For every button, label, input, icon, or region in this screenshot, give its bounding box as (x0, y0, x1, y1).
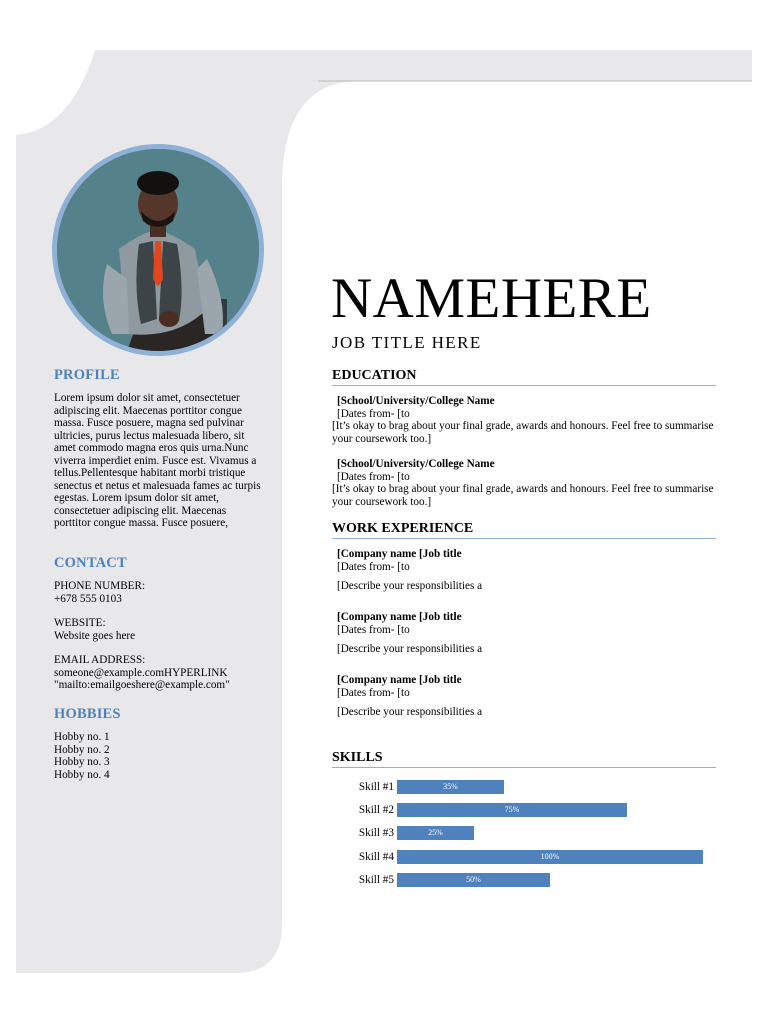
profile-heading: PROFILE (54, 367, 120, 383)
work-description: [Describe your responsibilities a (337, 706, 483, 719)
website-label: WEBSITE: (54, 617, 106, 629)
company-job-title: [Company name [Job title (337, 674, 462, 686)
job-title: JOB TITLE HERE (332, 333, 482, 352)
work-dates: [Dates from- [to (337, 560, 410, 573)
work-dates: [Dates from- [to (337, 623, 410, 636)
work-description: [Describe your responsibilities a (337, 643, 483, 656)
hobby-item: Hobby no. 2 (54, 743, 110, 756)
work-entry (332, 548, 716, 593)
profile-text: Lorem ipsum dolor sit amet, consectetuer adipiscing elit. Maecenas porttitor congue massa. Fusce posuere, magna sed pulvinar ultricies, purus lectus malesuada libero, sit amet commodo magna eros quis urna.Nunc viverra imperdiet enim. Fusce est. Vivamus a tellus.Pellentesque habitant morbi tristique senectus et netus et malesuada fames ac turpis egestas. Lorem ipsum dolor sit amet, consectetuer adipiscing elit. Maecenas porttitor congue massa. Fusce posuere, (54, 392, 261, 529)
skill-label: Skill #2 (358, 804, 394, 816)
hobby-item: Hobby no. 4 (54, 768, 110, 781)
work-dates: [Dates from- [to (337, 686, 410, 699)
skill-bar: 35% (397, 780, 504, 794)
email-link[interactable]: "mailto:emailgoeshere@example.com" (54, 679, 230, 691)
education-entry (332, 458, 716, 508)
contact-block (54, 580, 274, 692)
company-job-title: [Company name [Job title (337, 611, 462, 623)
email-value[interactable]: someone@example.comHYPERLINK (54, 666, 228, 679)
education-dates: [Dates from- [to (337, 470, 410, 483)
education-dates: [Dates from- [to (337, 407, 410, 420)
person-photo (57, 149, 259, 351)
phone-number: +678 555 0103 (54, 592, 122, 605)
profile-photo-frame (52, 144, 264, 356)
education-description: [It’s okay to brag about your final grade, awards and honours. Feel free to summarise your coursework too.] (332, 483, 714, 508)
education-entry (332, 395, 716, 445)
skill-label: Skill #1 (358, 781, 394, 793)
education-description: [It’s okay to brag about your final grade, awards and honours. Feel free to summarise your coursework too.] (332, 420, 714, 445)
skills-heading: SKILLS (332, 750, 716, 768)
skill-bar: 75% (397, 803, 627, 817)
skill-bar: 100% (397, 850, 703, 864)
school-name: [School/University/College Name (337, 395, 495, 407)
phone-label: PHONE NUMBER: (54, 580, 146, 592)
skill-bar: 25% (397, 826, 474, 840)
work-entry (332, 611, 716, 656)
hobbies-list (54, 731, 274, 781)
person-name: NAMEHERE (331, 267, 652, 330)
contact-heading: CONTACT (54, 555, 127, 571)
email-label: EMAIL ADDRESS: (54, 654, 146, 666)
hobby-item: Hobby no. 3 (54, 756, 110, 768)
skill-bar: 50% (397, 873, 550, 887)
website-value: Website goes here (54, 629, 136, 642)
education-heading: EDUCATION (332, 368, 716, 386)
hobby-item: Hobby no. 1 (54, 731, 110, 743)
skill-label: Skill #4 (358, 851, 394, 863)
work-experience-heading: WORK EXPERIENCE (332, 521, 716, 539)
company-job-title: [Company name [Job title (337, 548, 462, 560)
school-name: [School/University/College Name (337, 458, 495, 470)
work-entry (332, 674, 716, 719)
work-description: [Describe your responsibilities a (337, 580, 483, 593)
hobbies-heading: HOBBIES (54, 706, 121, 722)
skill-label: Skill #5 (358, 874, 394, 886)
skill-label: Skill #3 (358, 827, 394, 839)
